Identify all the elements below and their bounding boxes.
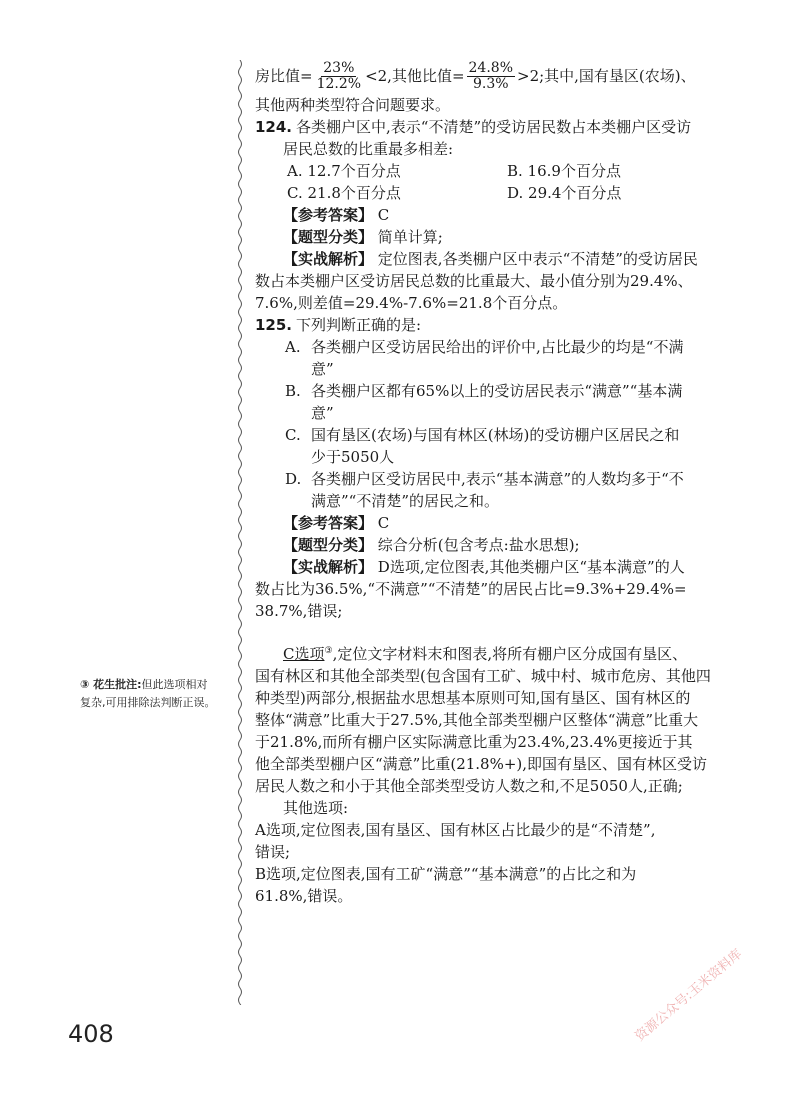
- type-tag: 【题型分类】: [283, 536, 374, 554]
- fraction-1-denominator: 12.2%: [316, 75, 362, 92]
- intro-text: <2,其他比值=: [365, 67, 465, 85]
- intro-line-2: 其他两种类型符合问题要求。: [255, 96, 451, 114]
- page-number: 408: [68, 1020, 114, 1048]
- margin-annotation: [80, 676, 230, 712]
- fraction-2: [467, 61, 515, 92]
- analysis-line: 数占比为36.5%,“不满意”“不清楚”的居民占比=9.3%+29.4%=: [255, 580, 687, 598]
- question-124-type: [255, 226, 733, 248]
- question-125-answer: [255, 512, 733, 534]
- fraction-1: [315, 61, 363, 92]
- option-text: 国有垦区(农场)与国有林区(林场)的受访棚户区居民之和: [311, 426, 680, 444]
- question-stem-text: 各类棚户区中,表示“不清楚”的受访居民数占本类棚户区受访: [296, 118, 692, 136]
- intro-text: >2;其中,国有垦区(农场)、: [517, 67, 696, 85]
- question-125-stem: [255, 314, 733, 336]
- question-124-options: [255, 160, 733, 204]
- option-text: 各类棚户区都有65%以上的受访居民表示“满意”“基本满: [311, 382, 683, 400]
- spacer: [255, 622, 733, 640]
- fraction-2-denominator: 9.3%: [472, 75, 509, 92]
- analysis-text: ,定位文字材料末和图表,将所有棚户区分成国有垦区、: [332, 645, 688, 663]
- option-a: [255, 336, 733, 380]
- main-content: [255, 58, 733, 907]
- question-number: 124.: [255, 118, 293, 136]
- option-text: 各类棚户区受访居民中,表示“基本满意”的人数均多于“不: [311, 470, 684, 488]
- answer-tag: 【参考答案】: [283, 206, 374, 224]
- question-125-analysis: [255, 556, 733, 578]
- annotation-lead: ③ 花生批注:: [80, 678, 142, 691]
- option-letter: A.: [285, 338, 301, 356]
- analysis-line: 61.8%,错误。: [255, 887, 353, 905]
- option-text: 少于5050人: [311, 448, 395, 466]
- analysis-line: 于21.8%,而所有棚户区实际满意比重为23.4%,23.4%更接近于其: [255, 733, 693, 751]
- analysis-line: 数占本类棚户区受访居民总数的比重最大、最小值分别为29.4%、: [255, 272, 693, 290]
- analysis-line: B选项,定位图表,国有工矿“满意”“基本满意”的占比之和为: [255, 865, 637, 883]
- footnote-mark: ③: [324, 646, 333, 656]
- watermark: 资源公众号:玉米资料库: [632, 946, 746, 1045]
- type-tag: 【题型分类】: [283, 228, 374, 246]
- option-c-analysis: [255, 640, 733, 665]
- analysis-line: 错误;: [255, 843, 291, 861]
- analysis-tag: 【实战解析】: [283, 558, 374, 576]
- analysis-line: 国有林区和其他全部类型(包含国有工矿、城中村、城市危房、其他四: [255, 667, 711, 685]
- type-value: 简单计算;: [377, 228, 443, 246]
- analysis-line: 居民人数之和小于其他全部类型受访人数之和,不足5050人,正确;: [255, 777, 683, 795]
- option-text: 满意”“不清楚”的居民之和。: [311, 492, 500, 510]
- option-b: B. 16.9个百分点: [507, 162, 621, 180]
- option-c-label: C选项: [283, 645, 325, 663]
- margin-wavy-line: [237, 60, 243, 1005]
- question-124-answer: [255, 204, 733, 226]
- fraction-2-numerator: 24.8%: [468, 59, 513, 76]
- type-value: 综合分析(包含考点:盐水思想);: [377, 536, 580, 554]
- intro-formula-line: [255, 58, 733, 94]
- option-letter: B.: [285, 382, 301, 400]
- option-d: D. 29.4个百分点: [507, 184, 622, 202]
- analysis-line: 种类型)两部分,根据盐水思想基本原则可知,国有垦区、国有林区的: [255, 689, 691, 707]
- analysis-line: 整体“满意”比重大于27.5%,其他全部类型棚户区整体“满意”比重大: [255, 711, 699, 729]
- answer-value: C: [377, 206, 390, 224]
- analysis-line: 38.7%,错误;: [255, 602, 343, 620]
- option-text: 意”: [311, 360, 334, 378]
- intro-text: 房比值=: [255, 67, 313, 85]
- analysis-text: D选项,定位图表,其他类棚户区“基本满意”的人: [377, 558, 685, 576]
- analysis-tag: 【实战解析】: [283, 250, 374, 268]
- analysis-line: A选项,定位图表,国有垦区、国有林区占比最少的是“不清楚”,: [255, 821, 656, 839]
- analysis-line: 他全部类型棚户区“满意”比重(21.8%+),即国有垦区、国有林区受访: [255, 755, 708, 773]
- question-stem-text: 下列判断正确的是:: [296, 316, 422, 334]
- analysis-text: 定位图表,各类棚户区中表示“不清楚”的受访居民: [377, 250, 698, 268]
- other-options-heading: 其他选项:: [283, 799, 349, 817]
- answer-value: C: [377, 514, 390, 532]
- question-number: 125.: [255, 316, 293, 334]
- question-125-type: [255, 534, 733, 556]
- option-text: 各类棚户区受访居民给出的评价中,占比最少的均是“不满: [311, 338, 684, 356]
- option-letter: D.: [285, 470, 302, 488]
- question-124-stem: [255, 116, 733, 138]
- answer-tag: 【参考答案】: [283, 514, 374, 532]
- option-a: A. 12.7个百分点: [287, 162, 401, 180]
- analysis-line: 7.6%,则差值=29.4%-7.6%=21.8个百分点。: [255, 294, 568, 312]
- question-124-analysis: [255, 248, 733, 270]
- option-letter: C.: [285, 426, 301, 444]
- option-c: [255, 424, 733, 468]
- question-125-options: [255, 336, 733, 512]
- annotation-text: 但此选项相对: [141, 678, 208, 691]
- annotation-text: 复杂,可用排除法判断正误。: [80, 696, 216, 709]
- option-b: [255, 380, 733, 424]
- question-124-stem-continued: 居民总数的比重最多相差:: [283, 140, 454, 158]
- option-d: [255, 468, 733, 512]
- fraction-1-numerator: 23%: [323, 59, 355, 76]
- option-text: 意”: [311, 404, 334, 422]
- option-c: C. 21.8个百分点: [287, 184, 401, 202]
